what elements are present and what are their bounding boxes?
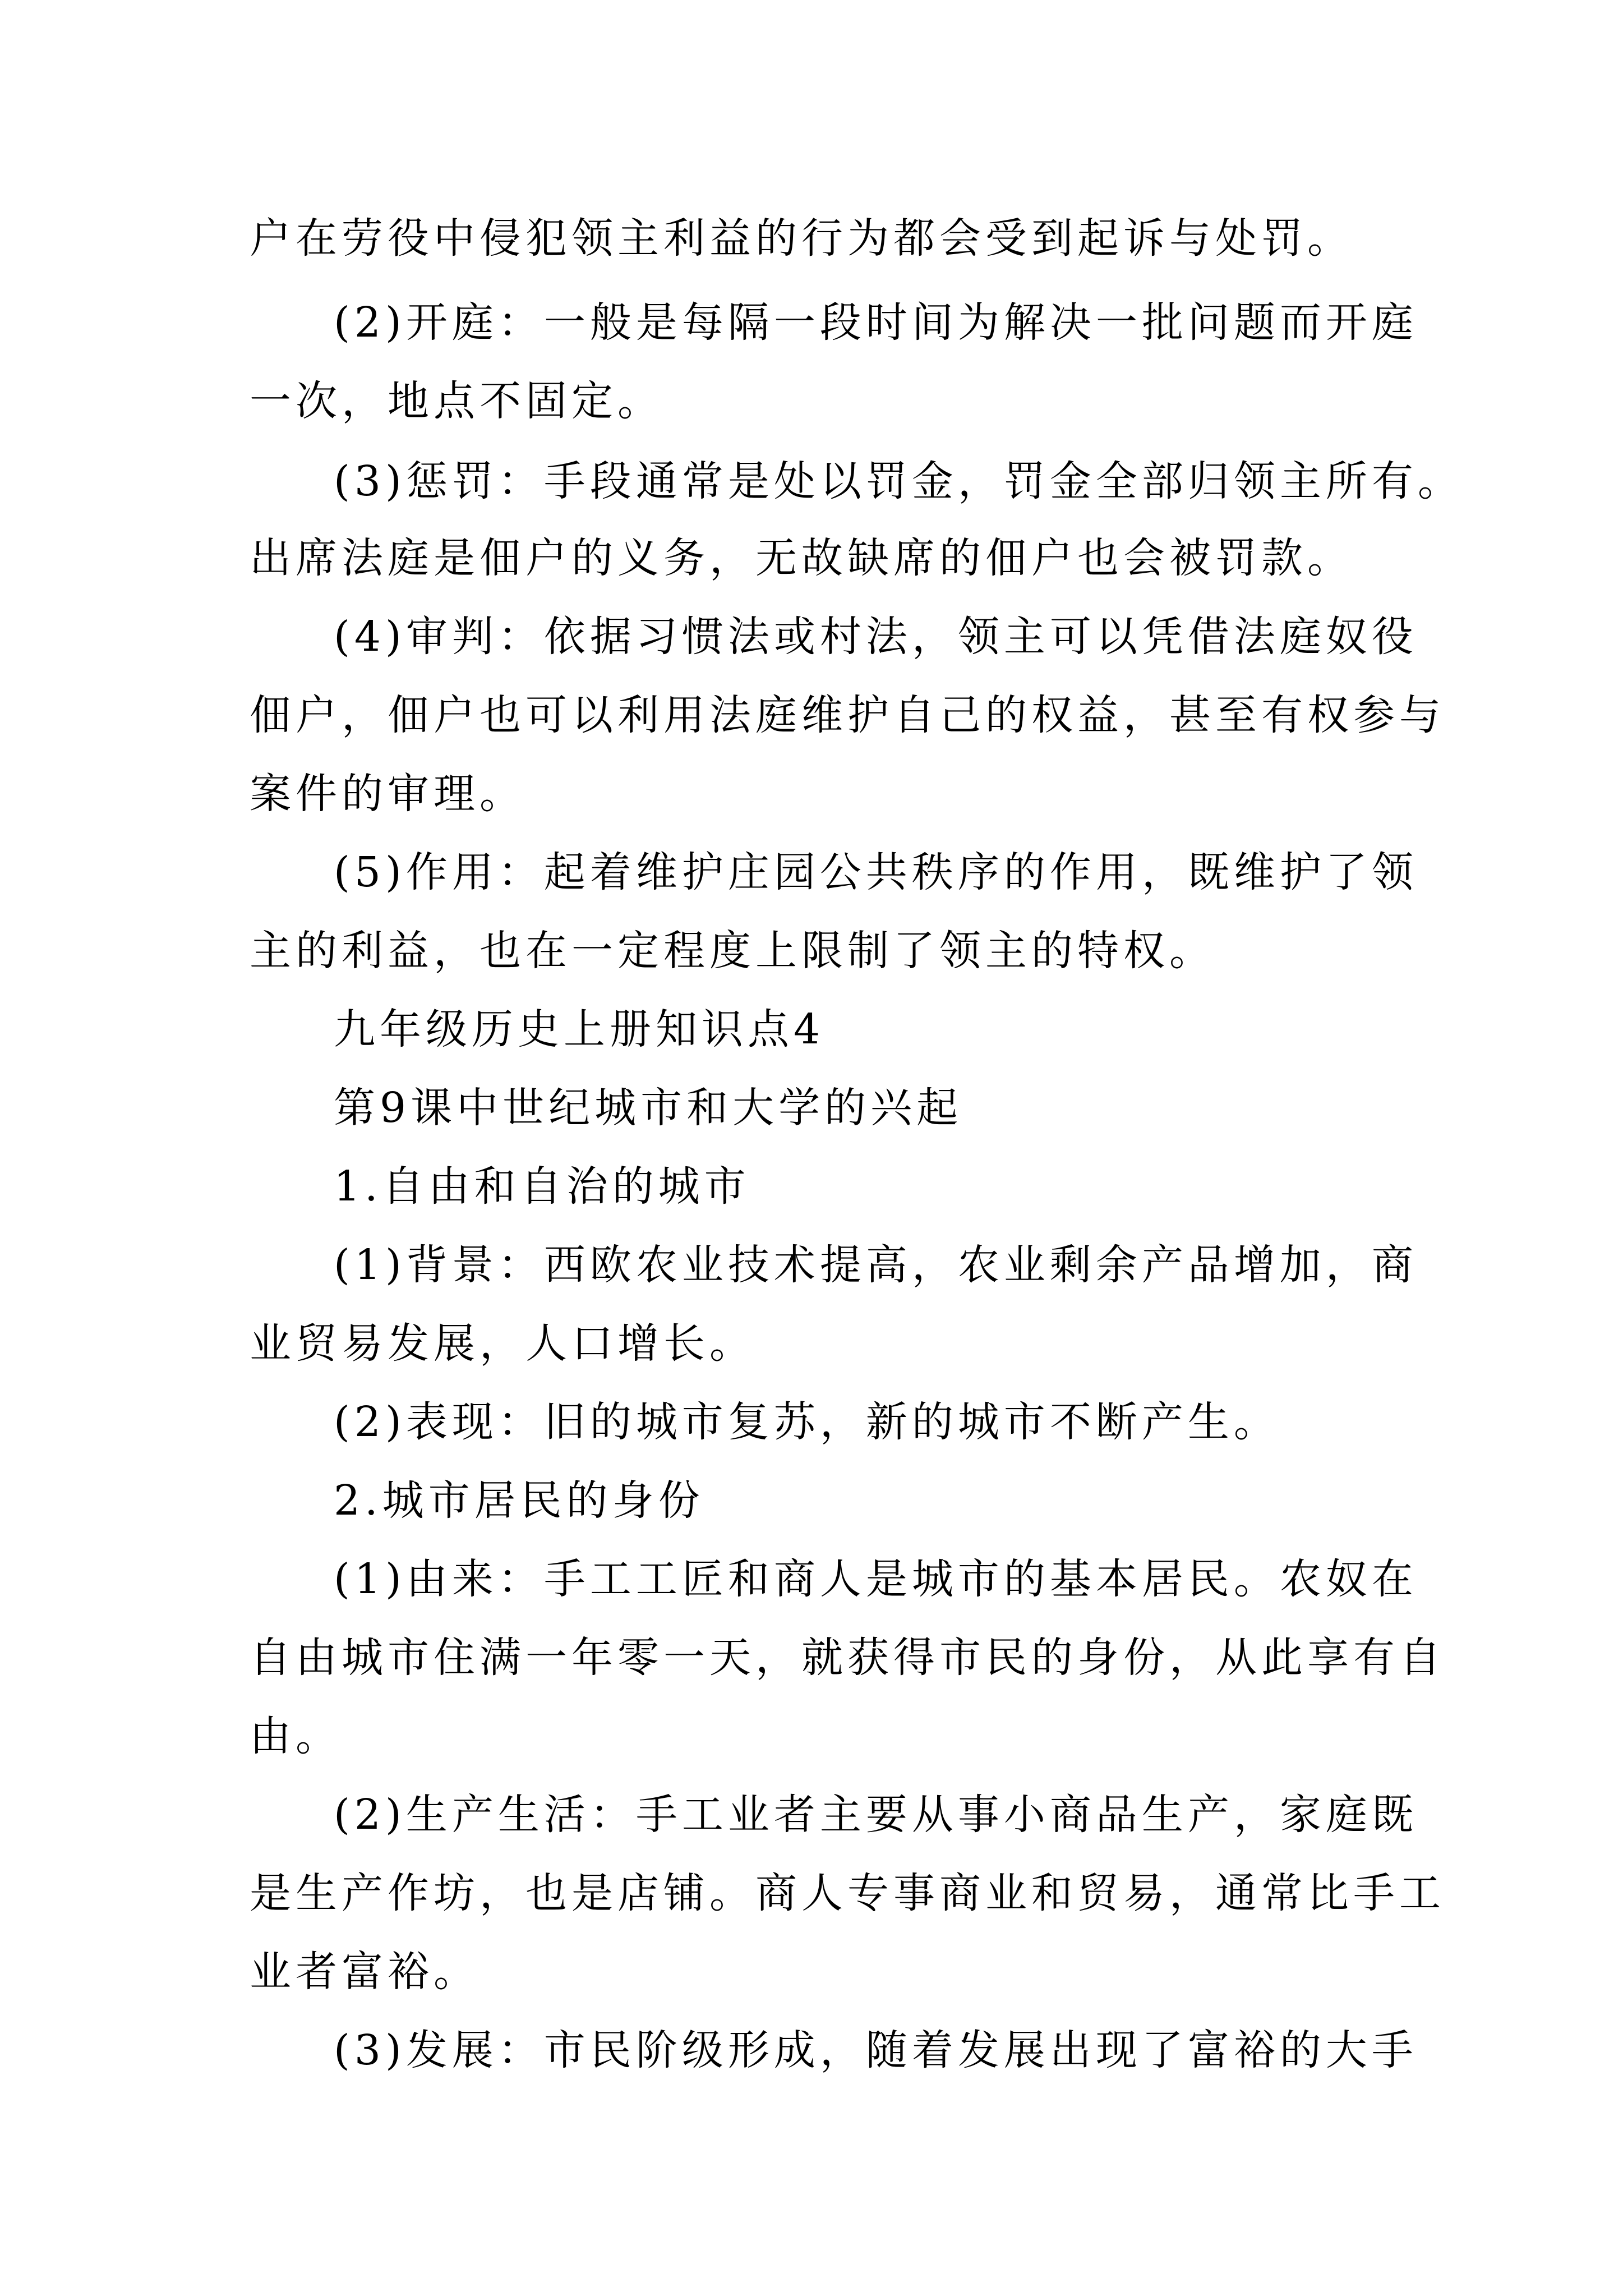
text-line: 业者富裕。 xyxy=(250,1948,479,1996)
text-line: (5)作用：起着维护庄园公共秩序的作用，既维护了领 xyxy=(334,848,1418,896)
text-line: 一次，地点不固定。 xyxy=(250,377,663,425)
text-line: (3)惩罚：手段通常是处以罚金，罚金全部归领主所有。 xyxy=(334,457,1464,505)
text-line: (1)背景：西欧农业技术提高，农业剩余产品增加，商 xyxy=(334,1241,1418,1289)
text-line: (2)表现：旧的城市复苏，新的城市不断产生。 xyxy=(334,1398,1280,1446)
text-line: 由。 xyxy=(250,1712,342,1760)
text-line: 是生产作坊，也是店铺。商人专事商业和贸易，通常比手工 xyxy=(250,1869,1445,1917)
text-line: (4)审判：依据习惯法或村法，领主可以凭借法庭奴役 xyxy=(334,613,1418,661)
text-line: 2.城市居民的身份 xyxy=(334,1476,704,1525)
text-line: (1)由来：手工工匠和商人是城市的基本居民。农奴在 xyxy=(334,1555,1418,1603)
text-line: 佃户，佃户也可以利用法庭维护自己的权益，甚至有权参与 xyxy=(250,691,1445,739)
text-line: (3)发展：市民阶级形成，随着发展出现了富裕的大手 xyxy=(334,2026,1418,2074)
text-line: 九年级历史上册知识点4 xyxy=(334,1005,825,1053)
text-line: 第9课中世纪城市和大学的兴起 xyxy=(334,1084,963,1132)
text-line: 出席法庭是佃户的义务，无故缺席的佃户也会被罚款。 xyxy=(250,534,1353,582)
text-line: (2)开庭：一般是每隔一段时间为解决一批问题而开庭 xyxy=(334,298,1418,347)
text-line: 户在劳役中侵犯领主利益的行为都会受到起诉与处罚。 xyxy=(250,214,1353,263)
text-line: 主的利益，也在一定程度上限制了领主的特权。 xyxy=(250,927,1215,975)
text-line: 1.自由和自治的城市 xyxy=(334,1162,750,1211)
text-line: 自由城市住满一年零一天，就获得市民的身份，从此享有自 xyxy=(250,1634,1445,1682)
text-line: 案件的审理。 xyxy=(250,770,525,818)
text-line: 业贸易发展，人口增长。 xyxy=(250,1319,755,1368)
text-line: (2)生产生活：手工业者主要从事小商品生产，家庭既 xyxy=(334,1791,1418,1839)
